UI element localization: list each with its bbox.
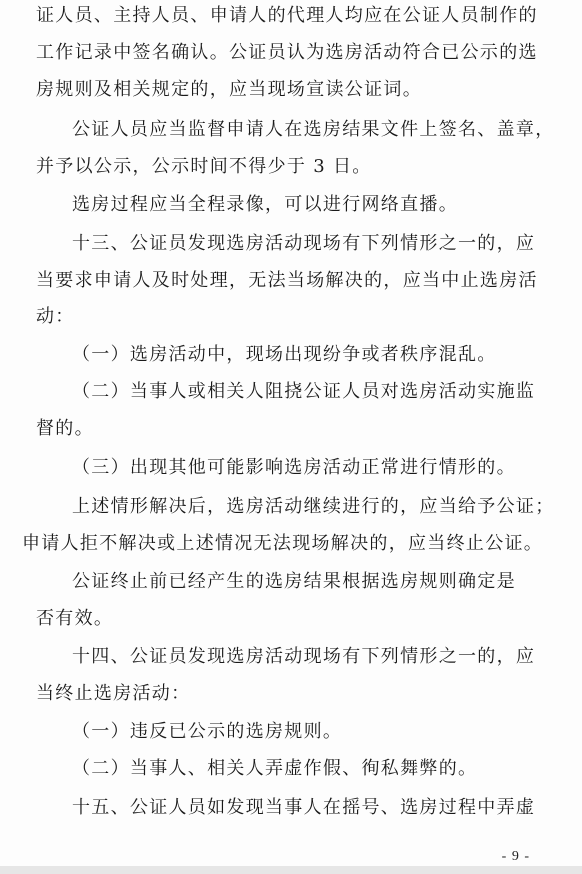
text-line: （二）当事人、相关人弄虚作假、徇私舞弊的。 <box>72 758 478 779</box>
text-line: 动： <box>36 306 75 327</box>
text-line: 当要求申请人及时处理，无法当场解决的，应当中止选房活 <box>36 270 538 291</box>
text-line: 公证人员应当监督申请人在选房结果文件上签名、盖章， <box>72 119 555 140</box>
text-line: 十四、公证员发现选房活动现场有下列情形之一的，应 <box>72 646 536 667</box>
text-line: （一）违反已公示的选房规则。 <box>72 721 343 742</box>
text-line: 公证终止前已经产生的选房结果根据选房规则确定是 <box>72 571 516 592</box>
text-line: （二）当事人或相关人阻挠公证人员对选房活动实施监 <box>72 381 536 402</box>
text-line: 证人员、主持人员、申请人的代理人均应在公证人员制作的 <box>36 5 538 26</box>
text-line: 督的。 <box>36 418 94 439</box>
text-line: 否有效。 <box>36 608 114 629</box>
text-line: （一）选房活动中，现场出现纷争或者秩序混乱。 <box>72 344 497 365</box>
text-line: 并予以公示，公示时间不得少于 3 日。 <box>36 156 372 177</box>
text-line: 十五、公证人员如发现当事人在摇号、选房过程中弄虚 <box>72 797 536 818</box>
text-line: 选房过程应当全程录像，可以进行网络直播。 <box>72 194 458 215</box>
text-line: 申请人拒不解决或上述情况无法现场解决的，应当终止公证。 <box>22 533 544 554</box>
text-line: 十三、公证员发现选房活动现场有下列情形之一的，应 <box>72 233 536 254</box>
page-bottom-edge <box>0 866 582 874</box>
text-line: （三）出现其他可能影响选房活动正常进行情形的。 <box>72 457 516 478</box>
text-line: 房规则及相关规定的，应当现场宣读公证词。 <box>36 79 422 100</box>
text-line: 当终止选房活动： <box>36 683 191 704</box>
text-line: 上述情形解决后，选房活动继续进行的，应当给予公证； <box>72 496 555 517</box>
page-number: - 9 - <box>501 849 530 864</box>
text-line: 工作记录中签名确认。公证员认为选房活动符合已公示的选 <box>36 42 538 63</box>
